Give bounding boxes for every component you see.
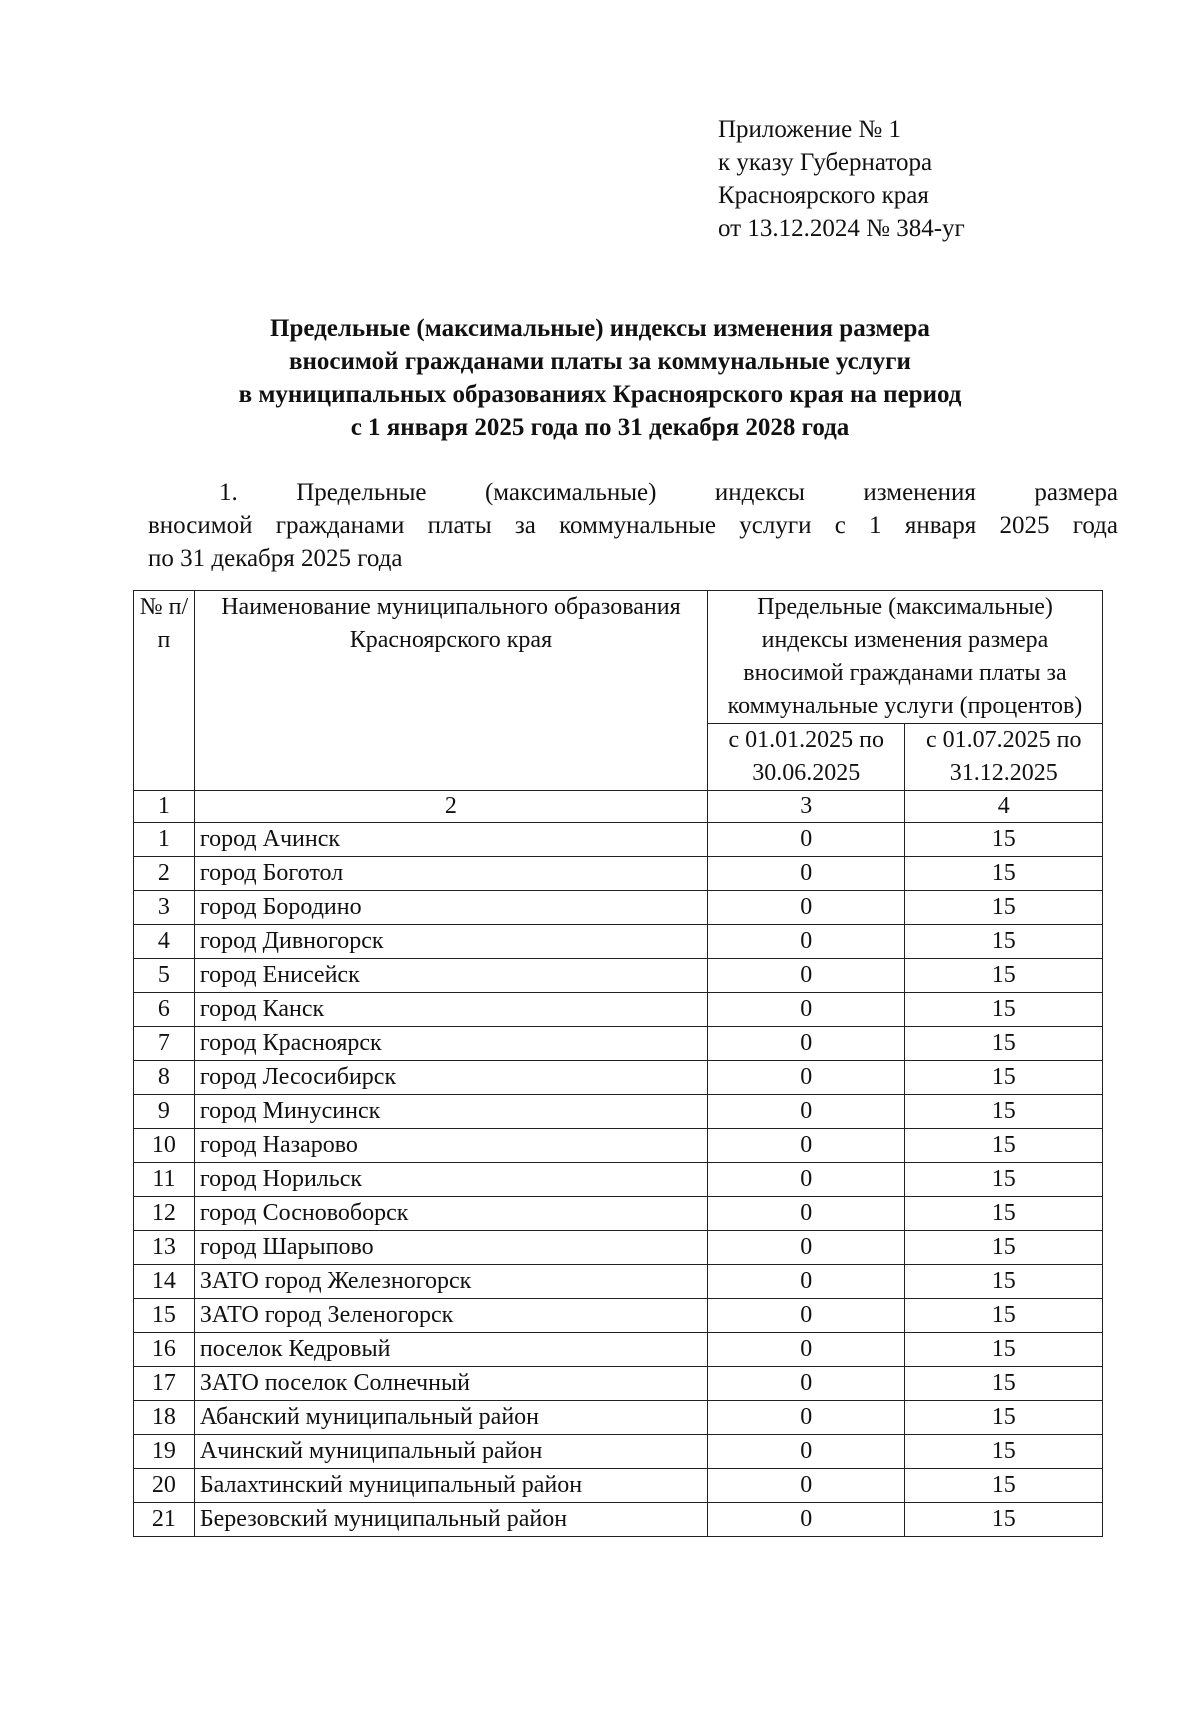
column-number: 4 [905,791,1103,823]
row-index-period-2: 15 [905,1027,1103,1061]
section-line-2: вносимой гражданами платы за коммунальные услуги с 1 января 2025 года [148,512,1118,539]
row-index-period-1: 0 [707,1333,905,1367]
row-index-period-1: 0 [707,1299,905,1333]
header-period-2: с 01.07.2025 по 31.12.2025 [905,724,1103,791]
header-indices: Предельные (максимальные) индексы изменения размера вносимой гражданами платы за коммунальные услуги (процентов) [707,591,1102,724]
row-number: 13 [134,1231,195,1265]
row-index-period-2: 15 [905,925,1103,959]
row-municipality: город Лесосибирск [194,1061,707,1095]
table-row [134,1469,1103,1503]
row-index-period-2: 15 [905,1095,1103,1129]
row-number: 1 [134,823,195,857]
row-index-period-1: 0 [707,1027,905,1061]
row-index-period-2: 15 [905,1197,1103,1231]
row-index-period-2: 15 [905,993,1103,1027]
row-municipality: город Бородино [194,891,707,925]
row-index-period-2: 15 [905,1333,1103,1367]
table-row [134,1197,1103,1231]
table-row [134,1231,1103,1265]
appendix-date-number: от 13.12.2024 № 384-уг [718,215,965,242]
row-municipality: город Дивногорск [194,925,707,959]
row-municipality: Березовский муниципальный район [194,1503,707,1537]
table-row [134,1027,1103,1061]
table-row [134,993,1103,1027]
title-line-2: вносимой гражданами платы за коммунальные услуги [289,348,911,375]
row-municipality: город Красноярск [194,1027,707,1061]
table-body [134,823,1103,1537]
row-municipality: ЗАТО поселок Солнечный [194,1367,707,1401]
appendix-title: Приложение № 1 [718,116,902,143]
row-number: 21 [134,1503,195,1537]
header-number: № п/п [134,591,195,791]
row-index-period-1: 0 [707,1401,905,1435]
row-number: 19 [134,1435,195,1469]
row-index-period-2: 15 [905,1435,1103,1469]
row-index-period-2: 15 [905,1129,1103,1163]
row-number: 9 [134,1095,195,1129]
table-row [134,1095,1103,1129]
row-number: 18 [134,1401,195,1435]
row-index-period-2: 15 [905,1469,1103,1503]
row-municipality: город Канск [194,993,707,1027]
row-index-period-1: 0 [707,823,905,857]
row-municipality: Ачинский муниципальный район [194,1435,707,1469]
document-title [150,312,1050,444]
indices-table [133,590,1103,1537]
column-number-row [134,791,1103,823]
row-municipality: ЗАТО город Зеленогорск [194,1299,707,1333]
row-index-period-2: 15 [905,857,1103,891]
row-index-period-2: 15 [905,1503,1103,1537]
row-municipality: ЗАТО город Железногорск [194,1265,707,1299]
row-municipality: город Норильск [194,1163,707,1197]
table-row [134,1435,1103,1469]
row-number: 4 [134,925,195,959]
row-index-period-1: 0 [707,1435,905,1469]
row-index-period-1: 0 [707,1129,905,1163]
column-number: 3 [707,791,905,823]
row-index-period-2: 15 [905,891,1103,925]
row-index-period-1: 0 [707,1163,905,1197]
row-index-period-2: 15 [905,1061,1103,1095]
appendix-block [718,113,965,245]
row-number: 5 [134,959,195,993]
row-index-period-1: 0 [707,993,905,1027]
row-number: 12 [134,1197,195,1231]
row-index-period-1: 0 [707,891,905,925]
table-row [134,1333,1103,1367]
column-number: 1 [134,791,195,823]
row-number: 14 [134,1265,195,1299]
row-number: 15 [134,1299,195,1333]
table-row [134,1299,1103,1333]
row-municipality: город Боготол [194,857,707,891]
row-number: 20 [134,1469,195,1503]
row-municipality: город Минусинск [194,1095,707,1129]
header-period-1: с 01.01.2025 по 30.06.2025 [707,724,905,791]
row-municipality: город Енисейск [194,959,707,993]
row-index-period-2: 15 [905,1163,1103,1197]
row-municipality: поселок Кедровый [194,1333,707,1367]
title-line-1: Предельные (максимальные) индексы изменения размера [270,315,930,342]
column-number: 2 [194,791,707,823]
table-row [134,1401,1103,1435]
section-line-3: по 31 декабря 2025 года [148,545,403,572]
row-number: 16 [134,1333,195,1367]
row-municipality: город Ачинск [194,823,707,857]
row-index-period-2: 15 [905,1265,1103,1299]
row-index-period-2: 15 [905,1299,1103,1333]
table-row [134,1061,1103,1095]
appendix-region: Красноярского края [718,182,929,209]
row-index-period-1: 0 [707,1469,905,1503]
row-index-period-1: 0 [707,1061,905,1095]
table-row [134,1503,1103,1537]
row-index-period-1: 0 [707,857,905,891]
title-line-3: в муниципальных образованиях Красноярского края на период [238,381,962,408]
row-municipality: город Шарыпово [194,1231,707,1265]
header-municipality: Наименование муниципального образования Красноярского края [194,591,707,791]
table-row [134,1367,1103,1401]
row-index-period-2: 15 [905,959,1103,993]
row-number: 3 [134,891,195,925]
row-index-period-1: 0 [707,1095,905,1129]
row-index-period-1: 0 [707,1367,905,1401]
section-heading [148,476,1118,575]
row-municipality: город Сосновоборск [194,1197,707,1231]
row-number: 2 [134,857,195,891]
row-municipality: город Назарово [194,1129,707,1163]
row-number: 8 [134,1061,195,1095]
title-line-4: с 1 января 2025 года по 31 декабря 2028 года [350,414,850,441]
table-row [134,925,1103,959]
row-index-period-1: 0 [707,1265,905,1299]
table-row [134,857,1103,891]
section-line-1: 1. Предельные (максимальные) индексы изменения размера [219,479,1118,506]
row-municipality: Балахтинский муниципальный район [194,1469,707,1503]
row-index-period-1: 0 [707,1231,905,1265]
row-index-period-2: 15 [905,1367,1103,1401]
row-index-period-2: 15 [905,1401,1103,1435]
appendix-decree-ref: к указу Губернатора [718,149,933,176]
row-number: 6 [134,993,195,1027]
table-row [134,823,1103,857]
row-number: 10 [134,1129,195,1163]
row-index-period-1: 0 [707,925,905,959]
row-number: 17 [134,1367,195,1401]
row-number: 11 [134,1163,195,1197]
table-row [134,959,1103,993]
table-row [134,891,1103,925]
row-index-period-1: 0 [707,1503,905,1537]
row-number: 7 [134,1027,195,1061]
table-row [134,1163,1103,1197]
row-index-period-2: 15 [905,823,1103,857]
row-municipality: Абанский муниципальный район [194,1401,707,1435]
row-index-period-2: 15 [905,1231,1103,1265]
row-index-period-1: 0 [707,959,905,993]
table-row [134,1265,1103,1299]
table-row [134,1129,1103,1163]
row-index-period-1: 0 [707,1197,905,1231]
